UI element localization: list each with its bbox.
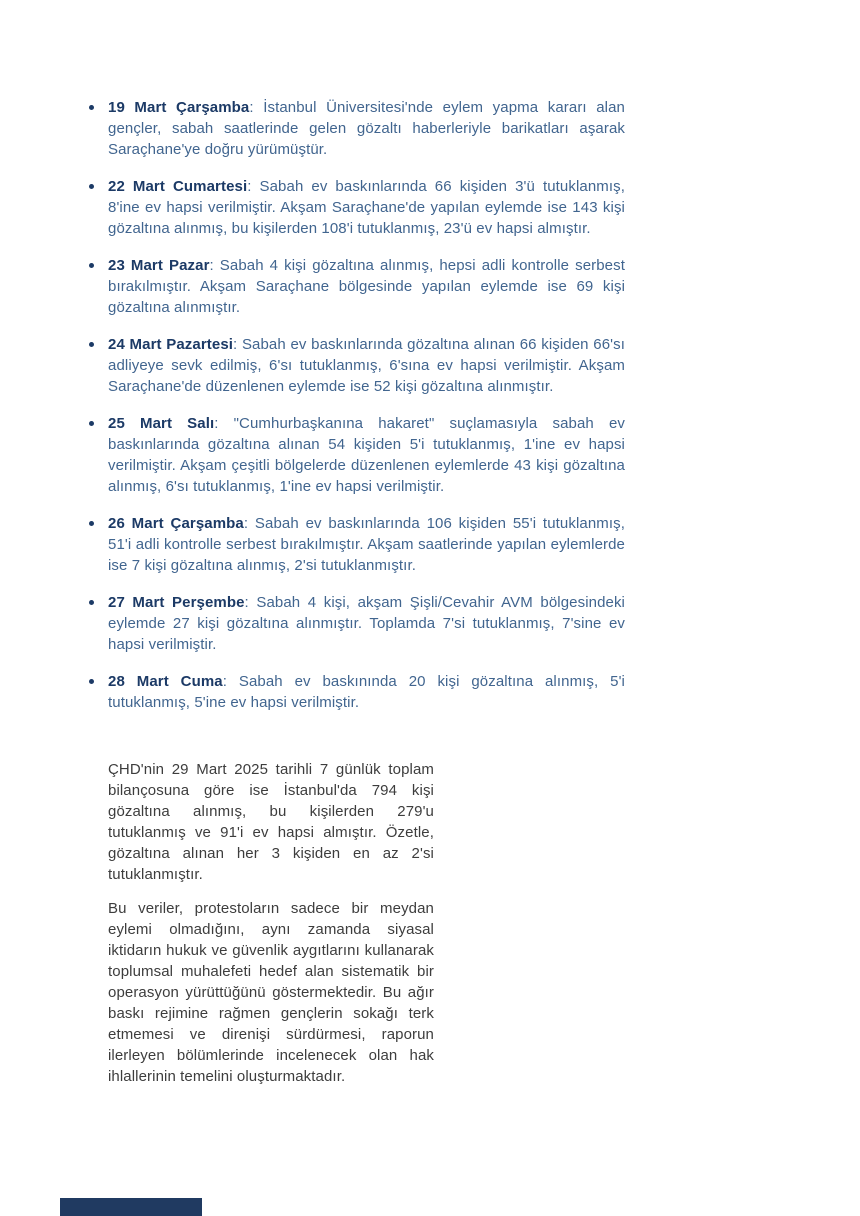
- entry-text: : Sabah 4 kişi gözaltına alınmış, hepsi adli kontrolle serbest bırakılmıştır. Akşam Saraçhane bölgesinde yapılan eylemde ise 69 kişi gözaltına alınmıştır.: [108, 257, 625, 316]
- entry-text: : Sabah 4 kişi, akşam Şişli/Cevahir AVM bölgesindeki eylemde 27 kişi gözaltına alınmıştır. Toplamda 7'si tutuklanmış, 7'sine ev hapsi verilmiştir.: [108, 594, 625, 653]
- entry-date: 19 Mart Çarşamba: [108, 99, 250, 116]
- entry-date: 25 Mart Salı: [108, 415, 215, 432]
- footer-logo-bar: [60, 1198, 202, 1216]
- report-page: [108, 97, 625, 1100]
- timeline-entry: [108, 97, 625, 160]
- entry-date: 24 Mart Pazartesi: [108, 336, 234, 353]
- entry-date: 28 Mart Cuma: [108, 673, 223, 690]
- timeline-bullet-list: [108, 97, 625, 713]
- entry-date: 27 Mart Perşembe: [108, 594, 245, 611]
- entry-text: : İstanbul Üniversitesi'nde eylem yapma kararı alan gençler, sabah saatlerinde gelen gözaltı haberleriyle barikatları aşarak Saraçhane'ye doğru yürümüştür.: [108, 99, 625, 158]
- entry-date: 22 Mart Cumartesi: [108, 178, 248, 195]
- summary-paragraph: ÇHD'nin 29 Mart 2025 tarihli 7 günlük toplam bilançosuna göre ise İstanbul'da 794 kişi gözaltına alınmış, bu kişilerden 279'u tutuklanmış ve 91'i ev hapsi almıştır. Özetle, gözaltına alınan her 3 kişiden en az 2'si tutuklanmıştır.: [108, 761, 434, 883]
- bullet-icon: [89, 421, 94, 426]
- entry-date: 23 Mart Pazar: [108, 257, 210, 274]
- entry-text: : Sabah ev baskınlarında 66 kişiden 3'ü tutuklanmış, 8'ine ev hapsi verilmiştir. Akşam Saraçhane'de yapılan eylemde ise 143 kişi gözaltına alınmış, bu kişilerden 108'i tutuklanmış, 23'ü ev hapsi almıştır.: [108, 178, 626, 237]
- timeline-entry: [108, 255, 625, 318]
- entry-text: : Sabah ev baskınlarında gözaltına alınan 66 kişiden 66'sı adliyeye sevk edilmiş, 6'sı tutuklanmış, 6'sına ev hapsi verilmiştir. Akşam Saraçhane'de düzenlenen eylemde ise 52 kişi gözaltına alınmıştır.: [108, 336, 625, 395]
- timeline-entry: [108, 592, 625, 655]
- bullet-icon: [89, 184, 94, 189]
- entry-text: : Sabah ev baskınlarında 106 kişiden 55'i tutuklanmış, 51'i adli kontrolle serbest bırakılmıştır. Akşam saatlerinde yapılan eylemlerde ise 7 kişi gözaltına alınmış, 2'si tutuklanmıştır.: [108, 515, 625, 574]
- summary-paragraph: Bu veriler, protestoların sadece bir meydan eylemi olmadığını, aynı zamanda siyasal iktidarın hukuk ve güvenlik aygıtlarını kullanarak toplumsal muhalefeti hedef alan sistematik bir operasyon yürüttüğünü göstermektedir. Bu ağır baskı rejimine rağmen gençlerin sokağı terk etmemesi ve direnişi sürdürmesi, raporun ilerleyen bölümlerinde incelenecek olan hak ihlallerinin temelini oluşturmaktadır.: [108, 900, 434, 1085]
- bullet-icon: [89, 105, 94, 110]
- entry-date: 26 Mart Çarşamba: [108, 515, 244, 532]
- entry-text: : "Cumhurbaşkanına hakaret" suçlamasıyla sabah ev baskınlarında gözaltına alınan 54 kişiden 5'i tutuklanmış, 1'ine ev hapsi verilmiştir. Akşam çeşitli bölgelerde düzenlenen eylemlerde 43 kişi gözaltına alınmış, 6'sı tutuklanmış, 1'ine ev hapsi verilmiştir.: [108, 415, 625, 495]
- bullet-icon: [89, 342, 94, 347]
- timeline-entry: [108, 176, 625, 239]
- bullet-icon: [89, 521, 94, 526]
- timeline-entry: [108, 671, 625, 713]
- bullet-icon: [89, 263, 94, 268]
- timeline-entry: [108, 513, 625, 576]
- summary-section: [108, 759, 434, 1087]
- bullet-icon: [89, 600, 94, 605]
- bullet-icon: [89, 679, 94, 684]
- entry-text: : Sabah ev baskınında 20 kişi gözaltına alınmış, 5'i tutuklanmış, 5'ine ev hapsi verilmiştir.: [108, 673, 625, 711]
- timeline-entry: [108, 334, 625, 397]
- timeline-entry: [108, 413, 625, 497]
